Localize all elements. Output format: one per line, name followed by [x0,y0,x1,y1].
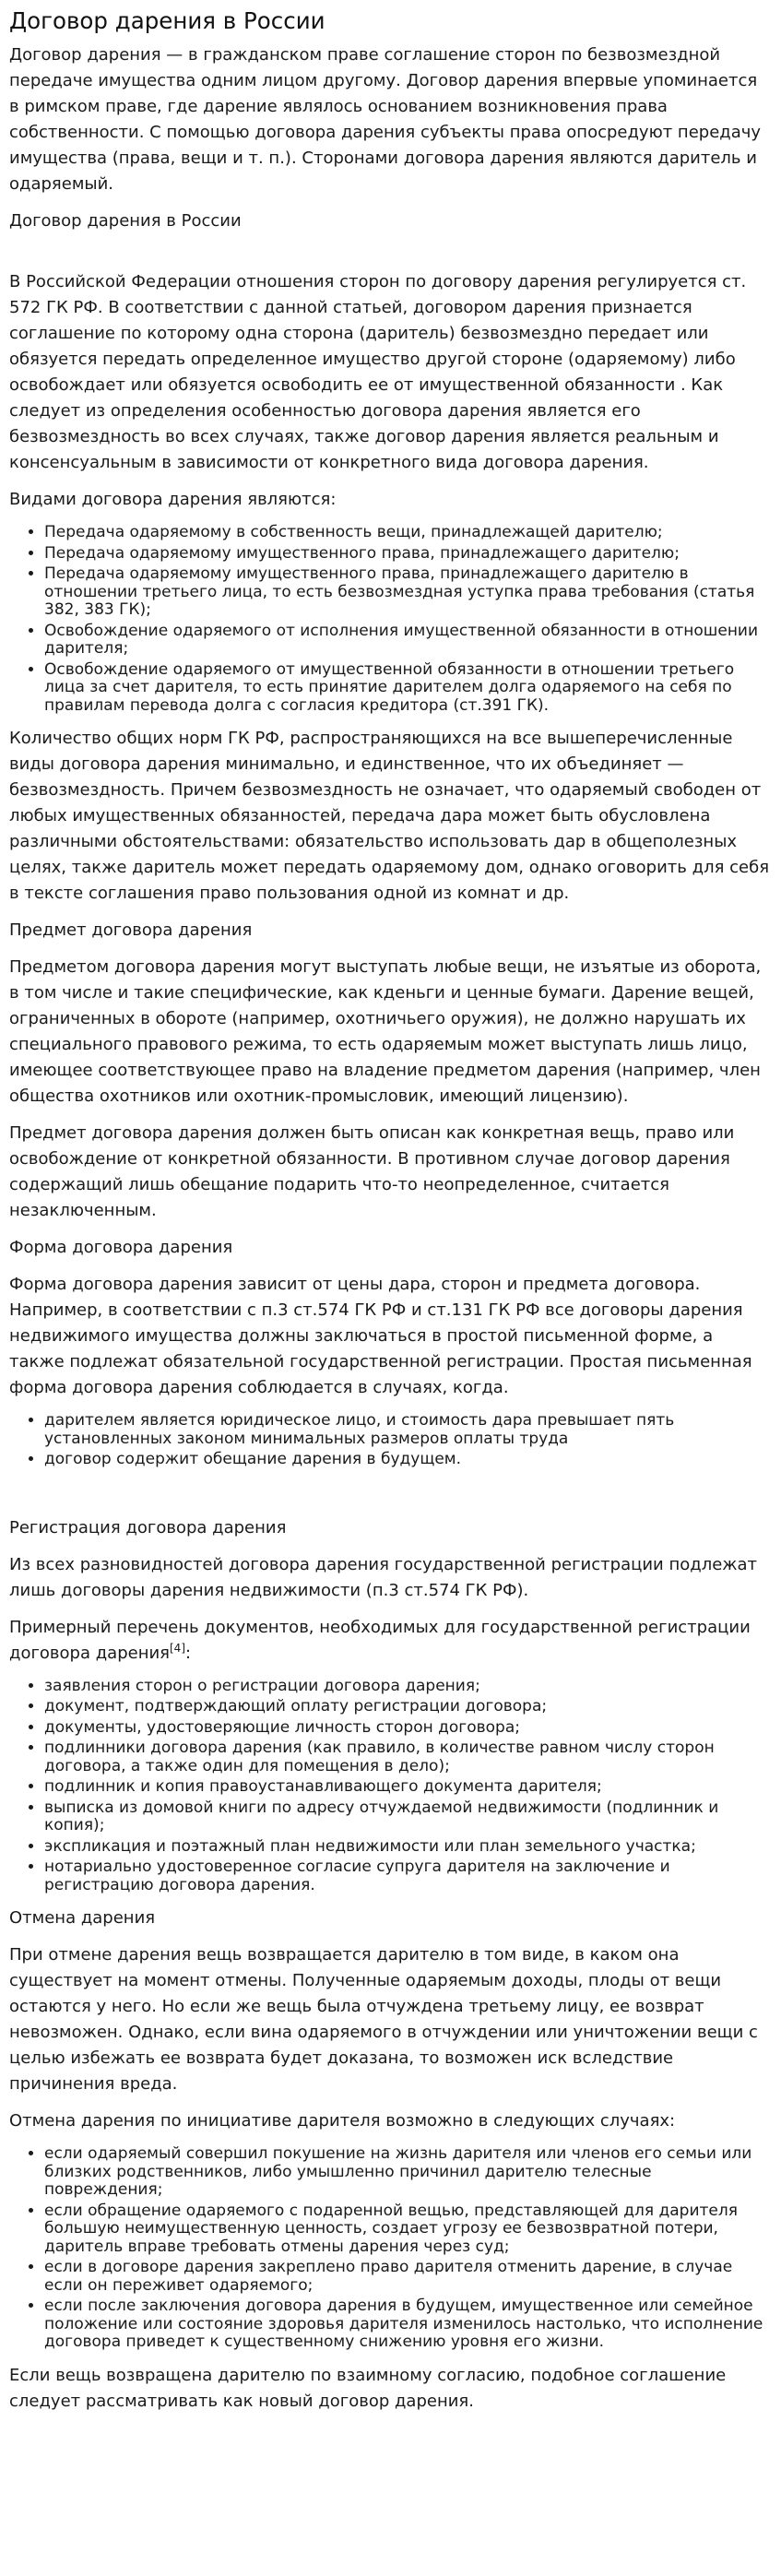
list-item: • Передача одаряемому имущественного права, принадлежащего дарителю; [44,545,772,564]
list-item: • подлинник и копия правоустанавливающего документа дарителя; [44,1778,772,1797]
section-heading-registration: Регистрация договора дарения [9,1517,287,1537]
list-item: • экспликация и поэтажный план недвижимости или план земельного участка; [44,1838,772,1857]
documents-list [9,1678,772,1895]
list-item: • Передача одаряемому в собственность вещи, принадлежащей дарителю; [44,524,772,542]
list-item: • если одаряемый совершил покушение на жизнь дарителя или членов его семьи или близких родственников, либо умышленно причинил дарителю телесные повреждения; [44,2145,772,2200]
footnote-ref[interactable]: [4] [170,1641,185,1655]
list-item: • если после заключения договора дарения в будущем, имущественное или семейное положение или состояние здоровья дарителя изменилось настолько, что исполнение договора приведет к существенному снижению уровня его жизни. [44,2297,772,2352]
list-item: • если в договоре дарения закреплено право дарителя отменить дарение, в случае если он переживет одаряемого; [44,2259,772,2295]
list-item: • выписка из домовой книги по адресу отчуждаемой недвижимости (подлинник и копия); [44,1799,772,1835]
list-item: • нотариально удостоверенное согласие супруга дарителя на заключение и регистрацию договора дарения. [44,1858,772,1894]
section-heading-russia: Договор дарения в России [9,211,242,231]
spacer [9,1480,772,1515]
form-paragraph: Форма договора дарения зависит от цены дара, сторон и предмета договора. Например, в соответствии с п.3 ст.574 ГК РФ и ст.131 ГК РФ все договоры дарения недвижимого имущества должны заключаться в простой письменной форме, а также подлежат обязательной государственной регистрации. Простая письменная форма договора дарения соблюдается в случаях, когда. [9,1275,752,1397]
cancel-intro: Отмена дарения по инициативе дарителя возможно в следующих случаях: [9,2111,676,2131]
documents-intro [9,1615,772,1667]
cancel-paragraph: При отмене дарения вещь возвращается дарителю в том виде, в каком она существует на момент отмены. Полученные одаряемым доходы, плоды от вещи остаются у него. Но если же вещь была отчуждена третьему лицу, ее возврат невозможен. Однако, если вина одаряемого в отчуждении или уничтожении вещи с целью избежать ее возврата будет доказана, то возможен иск вследствие причинения вреда. [9,1945,758,2094]
intro-paragraph: Договор дарения — в гражданском праве соглашение сторон по безвозмездной передаче имущества одним лицом другому. Договор дарения впервые упоминается в римском праве, где дарение являлось основанием возникновения права собственности. С помощью договора дарения субъекты права опосредуют передачу имущества (права, вещи и т. п.). Сторонами договора дарения являются даритель и одаряемый. [9,45,762,194]
list-item: • документы, удостоверяющие личность сторон договора; [44,1719,772,1738]
closing-paragraph: Если вещь возвращена дарителю по взаимному согласию, подобное соглашение следует рассматривать как новый договор дарения. [9,2365,727,2411]
form-list [9,1412,772,1469]
section-heading-cancel: Отмена дарения [9,1908,156,1928]
subject-paragraph-2: Предмет договора дарения должен быть описан как конкретная вещь, право или освобождение от конкретной обязанности. В противном случае договор дарения содержащий лишь обещание подарить что-то неопределенное, считается незаключенным. [9,1123,735,1220]
russia-paragraph: В Российской Федерации отношения сторон по договору дарения регулируется ст. 572 ГК РФ. В соответствии с данной статьей, договором дарения признается соглашение по которому одна сторона (даритель) безвозмездно передает или обязуется передать определенное имущество другой стороне (одаряемому) либо освобождает или обязуется освободить ее от имущественной обязанности . Как следует из определения особенностью договора дарения является его безвозмездность во всех случаях, также договор дарения является реальным и консенсуальным в зависимости от конкретного вида договора дарения. [9,272,747,472]
section-heading-form: Форма договора дарения [9,1238,233,1257]
cancel-list [9,2145,772,2352]
norms-paragraph: Количество общих норм ГК РФ, распространяющихся на все вышеперечисленные виды договора дарения минимально, и единственное, что их объединяет — безвозмездность. Причем безвозмездность не означает, что одаряемый свободен от любых имущественных обязанностей, передача дара может быть обусловлена различными обстоятельствами: обязательство использовать дар в общеполезных целях, также даритель может передать одаряемому дом, однако оговорить для себя в тексте соглашения право пользования одной из комнат и др. [9,729,770,903]
list-item: • Освобождение одаряемого от имущественной обязанности в отношении третьего лица за счет дарителя, то есть принятие дарителем долга одаряемого на себя по правилам перевода долга с согласия кредитора (ст.391 ГК). [44,661,772,716]
page-title: Договор дарения в России [9,7,325,34]
registration-paragraph: Из всех разновидностей договора дарения государственной регистрации подлежат лишь договоры дарения недвижимости (п.3 ст.574 ГК РФ). [9,1554,758,1600]
subject-paragraph-1: Предметом договора дарения могут выступать любые вещи, не изъятые из оборота, в том числе и такие специфические, как кденьги и ценные бумаги. Дарение вещей, ограниченных в обороте (например, охотничьего оружия), не должно нарушать их специального правового режима, то есть одаряемым может выступать лишь лицо, имеющее соответствующее право на владение предметом дарения (например, член общества охотников или охотник-промысловик, имеющий лицензию). [9,957,762,1106]
types-intro: Видами договора дарения являются: [9,490,337,509]
list-item: • договор содержит обещание дарения в будущем. [44,1451,772,1469]
list-item: • дарителем является юридическое лицо, и стоимость дара превышает пять установленных законом минимальных размеров оплаты труда [44,1412,772,1448]
list-item: • подлинники договора дарения (как правило, в количестве равном числу сторон договора, а также один для помещения в дело); [44,1739,772,1775]
section-heading-subject: Предмет договора дарения [9,920,253,940]
documents-intro-text: Примерный перечень документов, необходимых для государственной регистрации договора дарения [9,1617,751,1663]
list-item: • заявления сторон о регистрации договора дарения; [44,1678,772,1696]
types-list [9,524,772,715]
spacer [9,245,772,269]
list-item: • если обращение одаряемого с подаренной вещью, представляющей для дарителя большую неимущественную ценность, создает угрозу ее безвозвратной потери, даритель вправе требовать отмены дарения через суд; [44,2202,772,2257]
list-item: • документ, подтверждающий оплату регистрации договора; [44,1698,772,1716]
list-item: • Передача одаряемому имущественного права, принадлежащего дарителю в отношении третьего лица, то есть безвозмездная уступка права требования (статья 382, 383 ГК); [44,565,772,620]
documents-intro-colon: : [185,1643,192,1663]
list-item: • Освобождение одаряемого от исполнения имущественной обязанности в отношении дарителя; [44,623,772,659]
